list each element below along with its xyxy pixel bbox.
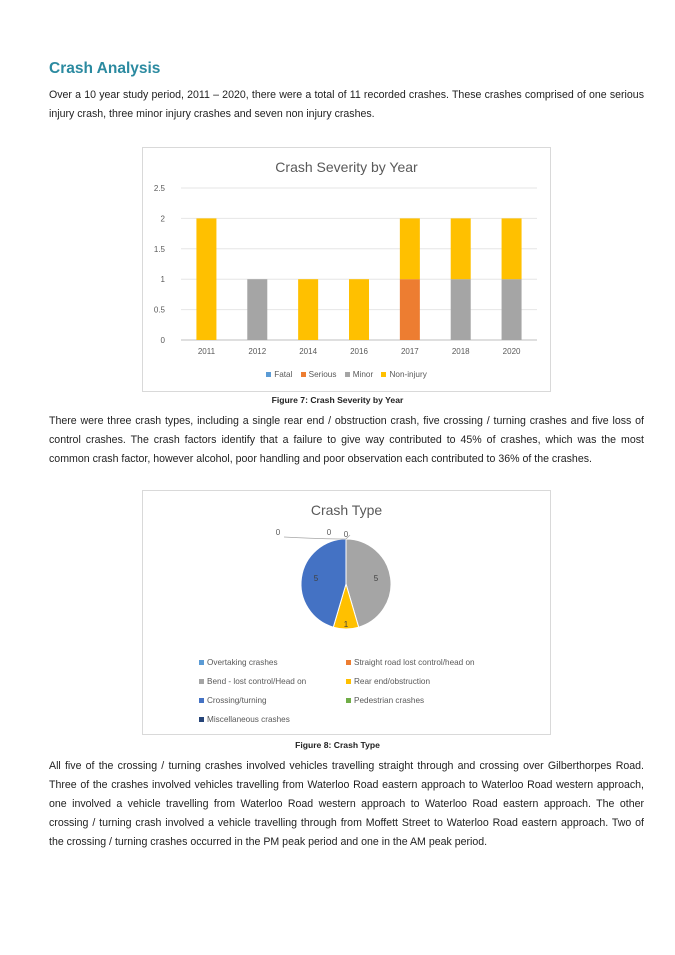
y-tick-label: 1.5 xyxy=(153,244,165,254)
legend-label: Serious xyxy=(308,370,337,379)
chart-title: Crash Type xyxy=(310,502,383,518)
bar-segment xyxy=(451,279,471,340)
x-tick-label: 2012 xyxy=(248,347,267,356)
x-tick-label: 2011 xyxy=(197,347,216,356)
legend-item-crossing xyxy=(199,696,267,705)
bar-segment xyxy=(400,279,420,340)
data-label: 5 xyxy=(373,574,379,583)
y-tick-label: 2 xyxy=(160,214,165,224)
legend-item-serious xyxy=(301,370,337,379)
y-tick-label: 0.5 xyxy=(153,305,165,315)
x-tick-label: 2020 xyxy=(502,347,521,356)
data-label: 1 xyxy=(343,620,349,629)
bar-segment xyxy=(196,218,216,340)
legend-item-fatal xyxy=(266,370,292,379)
bar-segment xyxy=(502,218,522,279)
section-heading: Crash Analysis xyxy=(49,60,161,77)
chart-legend xyxy=(143,370,550,379)
legend-label: Pedestrian crashes xyxy=(354,696,425,705)
legend-swatch xyxy=(199,717,204,722)
crash-severity-chart xyxy=(142,147,551,392)
bar-segment xyxy=(451,218,471,279)
legend-swatch xyxy=(381,372,386,377)
x-tick-label: 2018 xyxy=(451,347,470,356)
crash-type-chart xyxy=(142,490,551,735)
chart-title: Crash Severity by Year xyxy=(275,159,418,175)
bar-segment xyxy=(502,279,522,340)
legend-label: Minor xyxy=(352,370,374,379)
y-tick-label: 0 xyxy=(160,336,165,345)
legend-item-non-injury xyxy=(381,370,426,379)
legend-swatch xyxy=(199,679,204,684)
legend-item-minor xyxy=(345,370,373,379)
legend-item-pedestrian xyxy=(346,696,424,705)
bar-chart-plot xyxy=(143,148,550,391)
legend-item-rear-end xyxy=(346,677,430,686)
x-tick-label: 2017 xyxy=(400,347,419,356)
figure-7-caption: Figure 7: Crash Severity by Year xyxy=(271,395,404,405)
x-tick-label: 2016 xyxy=(350,347,368,356)
y-tick-label: 2.5 xyxy=(153,184,165,193)
legend-label: Miscellaneous crashes xyxy=(207,715,290,724)
paragraph-crash-types: There were three crash types, including a single rear end / obstruction crash, five crossing / turning crashes and five loss of control crashes. The crash factors identify that a failure to give way contributed to 45% of crashes, which was the most common crash factor, however alcohol, poor handling and poor observation each contributed to 36% of the crashes. xyxy=(49,415,644,465)
legend-label: Fatal xyxy=(274,370,293,379)
legend-label: Overtaking crashes xyxy=(207,658,278,667)
data-label: 0 xyxy=(343,530,349,539)
data-label: 0 xyxy=(275,528,281,537)
bar-segment xyxy=(400,218,420,279)
legend-item-overtaking xyxy=(199,658,278,667)
legend-label: Straight road lost control/head on xyxy=(354,658,475,667)
bar-segment xyxy=(247,279,267,340)
legend-swatch xyxy=(345,372,350,377)
bar-segment xyxy=(349,279,369,340)
legend-label: Crossing/turning xyxy=(207,696,267,705)
data-label: 5 xyxy=(313,574,319,583)
legend-label: Non-injury xyxy=(389,370,427,379)
legend-swatch xyxy=(346,679,351,684)
paragraph-intro: Over a 10 year study period, 2011 – 2020, there were a total of 11 recorded crashes. These crashes comprised of one serious injury crash, three minor injury crashes and seven non injury crashes. xyxy=(49,89,644,120)
legend-label: Rear end/obstruction xyxy=(354,677,431,686)
legend-item-straight-road xyxy=(346,658,475,667)
legend-item-miscellaneous xyxy=(199,715,290,724)
legend-item-bend xyxy=(199,677,306,686)
legend-swatch xyxy=(199,698,204,703)
y-tick-label: 1 xyxy=(160,275,165,285)
x-tick-label: 2014 xyxy=(299,347,318,356)
legend-swatch xyxy=(346,698,351,703)
figure-8-caption: Figure 8: Crash Type xyxy=(295,740,380,750)
legend-swatch xyxy=(199,660,204,665)
bar-segment xyxy=(298,279,318,340)
legend-swatch xyxy=(301,372,306,377)
legend-swatch xyxy=(346,660,351,665)
paragraph-crossing-details: All five of the crossing / turning crashes involved vehicles travelling straight through and crossing over Gilberthorpes Road. Three of the crashes involved vehicles travelling from Waterloo Road eastern approach to Waterloo Road western approach, one involved a vehicle travelling from Waterloo Road western approach to Waterloo Road eastern approach. The other crossing / turning crash involved a vehicle travelling through from Moffett Street to Waterloo Road eastern approach. Two of the crossing / turning crashes occurred in the PM peak period and one in the AM peak period. xyxy=(49,760,644,848)
data-label: 0 xyxy=(326,528,332,537)
legend-label: Bend - lost control/Head on xyxy=(207,677,307,686)
leader-line xyxy=(284,537,346,539)
legend-swatch xyxy=(266,372,271,377)
